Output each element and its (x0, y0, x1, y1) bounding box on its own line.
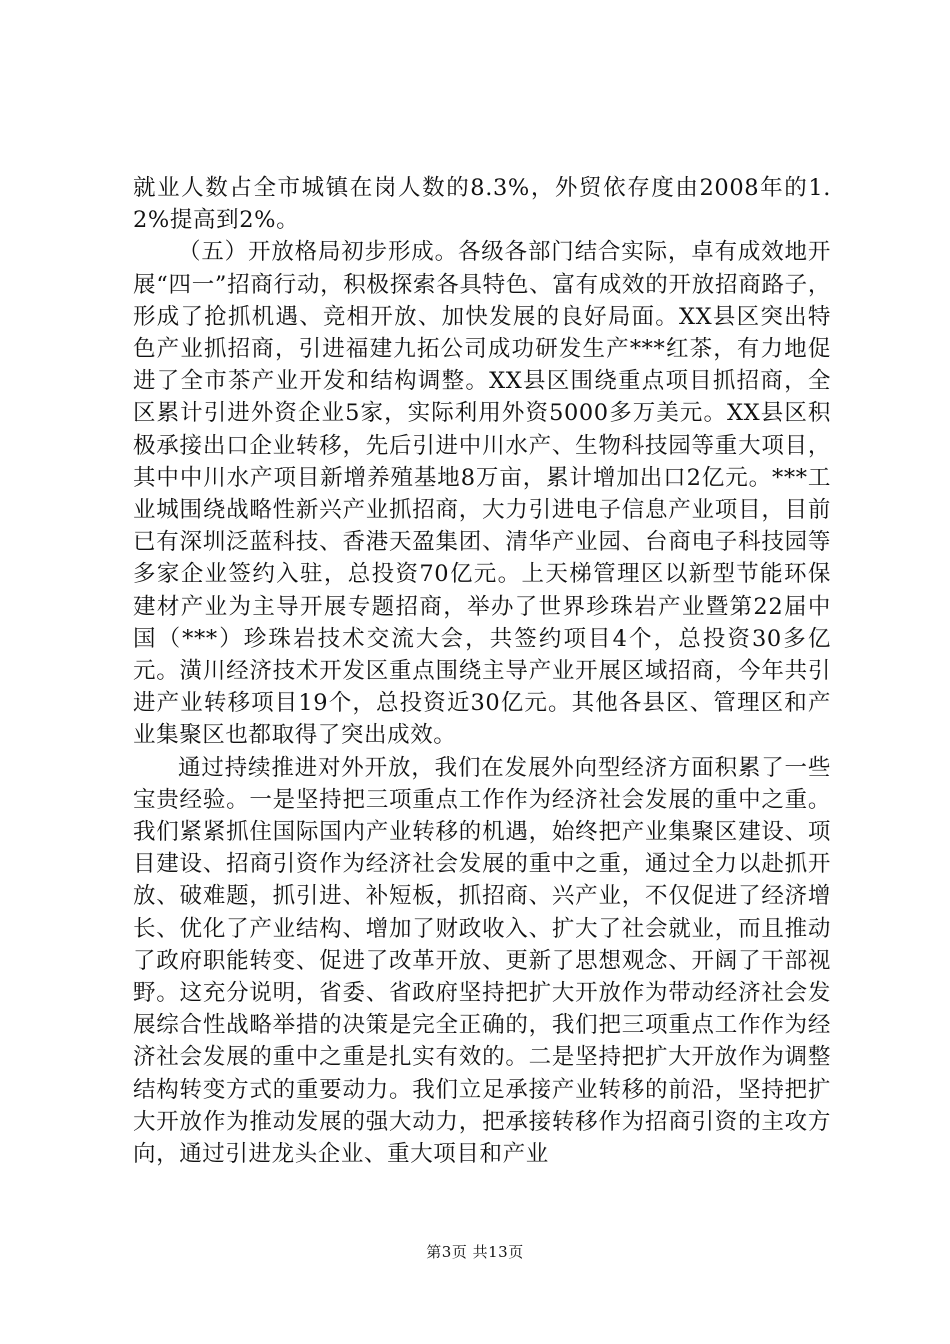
paragraph-2: （五）开放格局初步形成。各级各部门结合实际，卓有成效地开展“四一”招商行动，积极探索各具特色、富有成效的开放招商路子，形成了抢抓机遇、竞相开放、加快发展的良好局面。XX县区突出特色产业抓招商，引进福建九拓公司成功研发生产***红茶，有力地促进了全市茶产业开发和结构调整。XX县区围绕重点项目抓招商，全区累计引进外资企业5家，实际利用外资5000多万美元。XX县区积极承接出口企业转移，先后引进中川水产、生物科技园等重大项目，其中中川水产项目新增养殖基地8万亩，累计增加出口2亿元。***工业城围绕战略性新兴产业抓招商，大力引进电子信息产业项目，目前已有深圳泛蓝科技、香港天盈集团、清华产业园、台商电子科技园等多家企业签约入驻，总投资70亿元。上天梯管理区以新型节能环保建材产业为主导开展专题招商，举办了世界珍珠岩产业暨第22届中国（***）珍珠岩技术交流大会，共签约项目4个，总投资30多亿元。潢川经济技术开发区重点围绕主导产业开展区域招商，今年共引进产业转移项目19个，总投资近30亿元。其他各县区、管理区和产业集聚区也都取得了突出成效。 (133, 239, 831, 749)
paragraph-1: 就业人数占全市城镇在岗人数的8.3%，外贸依存度由2008年的1.2%提高到2%。 (133, 175, 831, 234)
body-text (133, 172, 831, 1170)
paragraph-3: 通过持续推进对外开放，我们在发展外向型经济方面积累了一些宝贵经验。一是坚持把三项重点工作作为经济社会发展的重中之重。我们紧紧抓住国际国内产业转移的机遇，始终把产业集聚区建设、项目建设、招商引资作为经济社会发展的重中之重，通过全力以赴抓开放、破难题，抓引进、补短板，抓招商、兴产业，不仅促进了经济增长、优化了产业结构、增加了财政收入、扩大了社会就业，而且推动了政府职能转变、促进了改革开放、更新了思想观念、开阔了干部视野。这充分说明，省委、省政府坚持把扩大开放作为带动经济社会发展综合性战略举措的决策是完全正确的，我们把三项重点工作作为经济社会发展的重中之重是扎实有效的。二是坚持把扩大开放作为调整结构转变方式的重要动力。我们立足承接产业转移的前沿，坚持把扩大开放作为推动发展的强大动力，把承接转移作为招商引资的主攻方向，通过引进龙头企业、重大项目和产业 (133, 754, 831, 1168)
page-footer: 第3页 共13页 (426, 1243, 524, 1261)
